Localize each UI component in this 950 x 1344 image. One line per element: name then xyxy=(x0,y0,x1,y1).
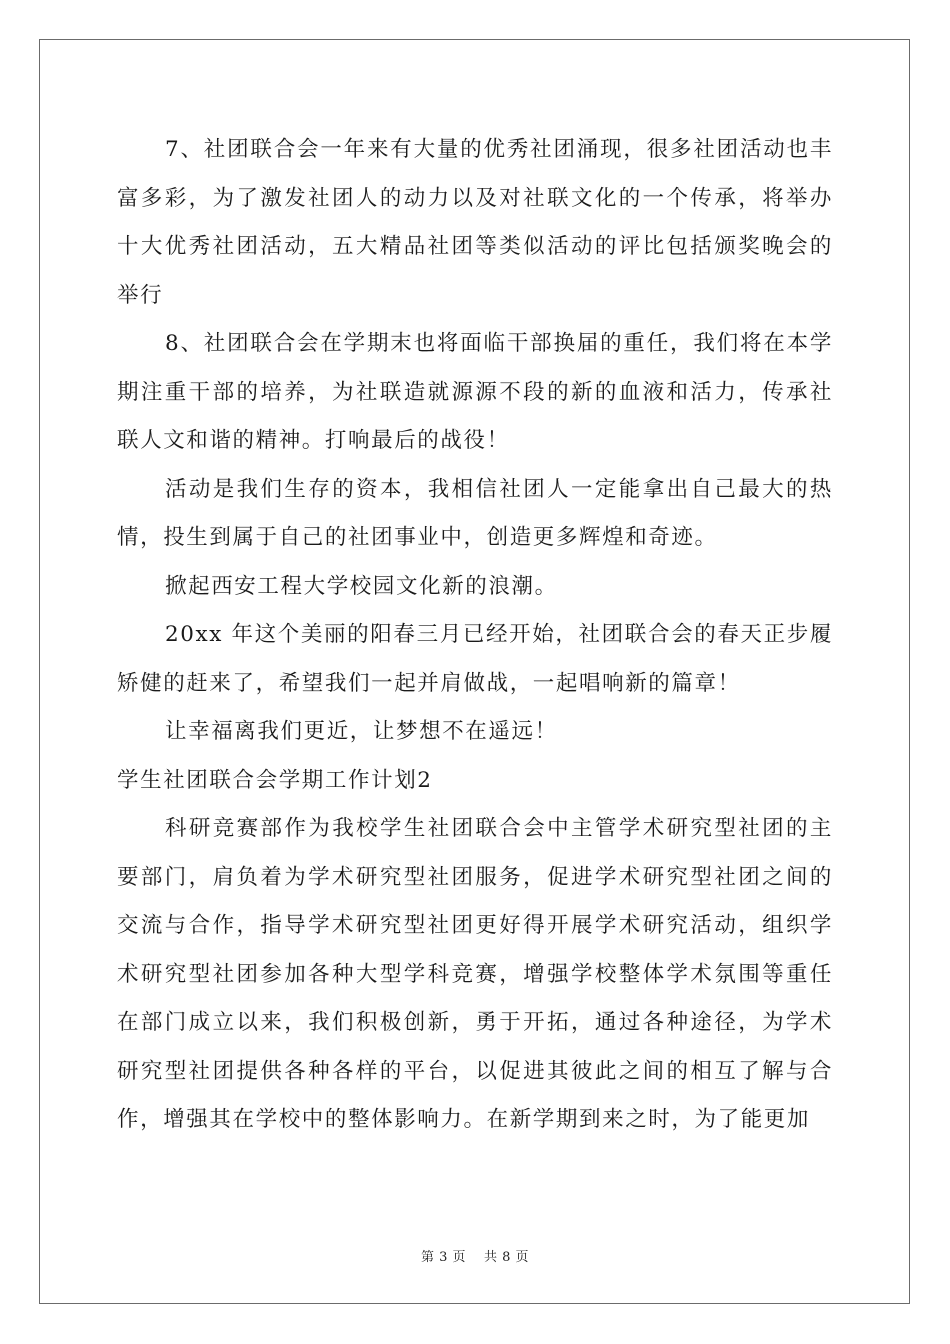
paragraph-item-8: 8、社团联合会在学期末也将面临干部换届的重任，我们将在本学期注重干部的培养，为社联造就源源不段的新的血液和活力，传承社联人文和谐的精神。打响最后的战役！ xyxy=(117,331,833,453)
page-total: 共 8 页 xyxy=(484,1250,530,1265)
paragraph-spring: 20xx 年这个美丽的阳春三月已经开始，社团联合会的春天正步履矫健的赶来了，希望我们一起并肩做战，一起唱响新的篇章！ xyxy=(117,622,833,696)
section-heading: 学生社团联合会学期工作计划2 xyxy=(117,767,433,793)
paragraph-item-7: 7、社团联合会一年来有大量的优秀社团涌现，很多社团活动也丰富多彩，为了激发社团人的动力以及对社联文化的一个传承，将举办十大优秀社团活动，五大精品社团等类似活动的评比包括颁奖晚会的举行 xyxy=(117,137,833,308)
paragraph-happiness: 让幸福离我们更近，让梦想不在遥远！ xyxy=(165,719,558,744)
paragraph-campus-culture: 掀起西安工程大学校园文化新的浪潮。 xyxy=(165,573,558,599)
paragraph-research-dept: 科研竞赛部作为我校学生社团联合会中主管学术研究型社团的主要部门，肩负着为学术研究型社团服务，促进学术研究型社团之间的交流与合作，指导学术研究型社团更好得开展学术研究活动，组织学术研究型社团参加各种大型学科竞赛，增强学校整体学术氛围等重任在部门成立以来，我们积极创新，勇于开拓，通过各种途径，为学术研究型社团提供各种各样的平台，以促进其彼此之间的相互了解与合作，增强其在学校中的整体影响力。在新学期到来之时，为了能更加 xyxy=(117,816,833,1132)
page-footer xyxy=(0,1246,950,1265)
paragraph-activities: 活动是我们生存的资本，我相信社团人一定能拿出自己最大的热情，投生到属于自己的社团事业中，创造更多辉煌和奇迹。 xyxy=(117,476,833,550)
document-body xyxy=(117,126,833,1145)
page-number: 第 3 页 xyxy=(420,1250,466,1265)
